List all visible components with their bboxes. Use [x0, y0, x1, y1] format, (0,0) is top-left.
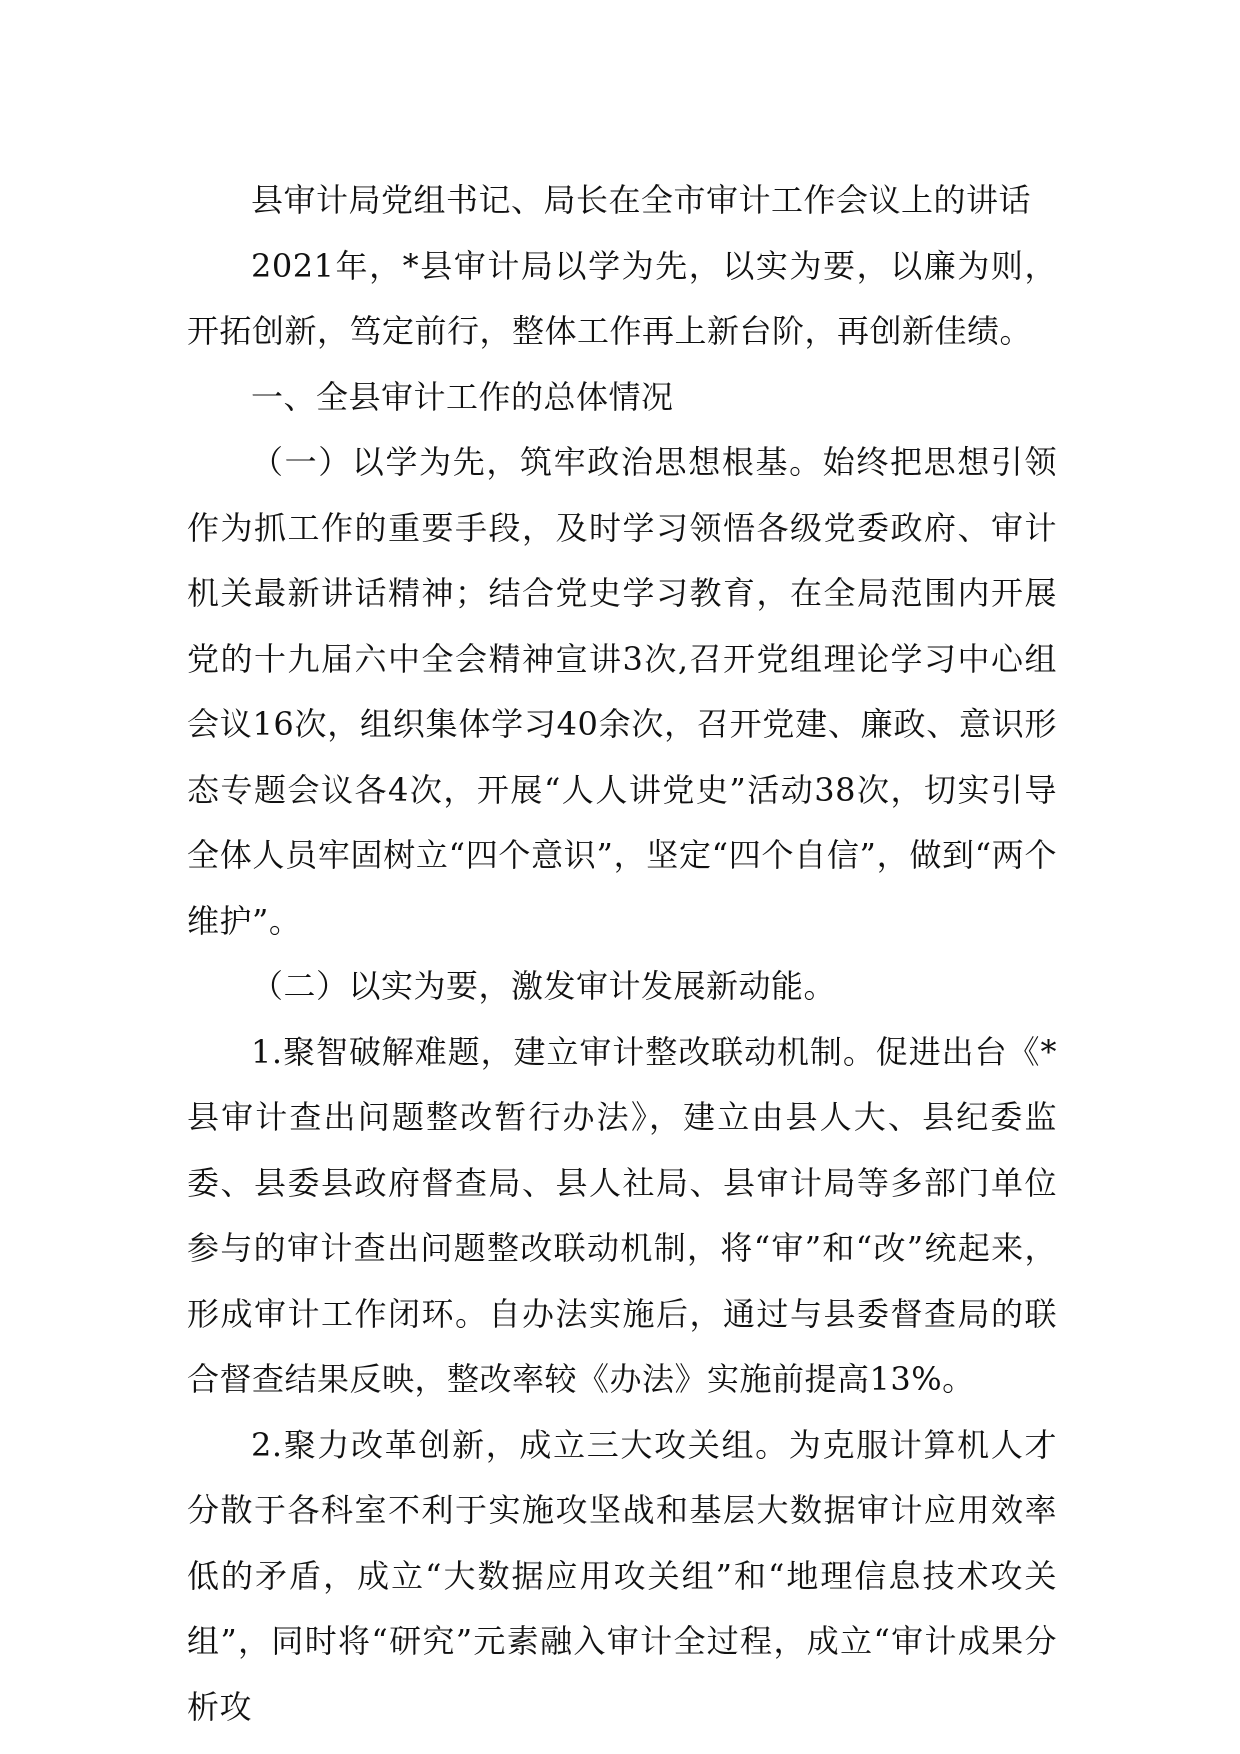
document-body [187, 168, 1057, 1740]
paragraph-study-first: （一）以学为先，筑牢政治思想根基。始终把思想引领作为抓工作的重要手段，及时学习领悟各级党委政府、审计机关最新讲话精神；结合党史学习教育，在全局范围内开展党的十九届六中全会精神宣讲3次,召开党组理论学习中心组会议16次，组织集体学习40余次，召开党建、廉政、意识形态专题会议各4次，开展“人人讲党史”活动38次，切实引导全体人员牢固树立“四个意识”，坚定“四个自信”，做到“两个维护”。 [187, 443, 1057, 940]
intro-paragraph: 2021年，*县审计局以学为先，以实为要，以廉为则，开拓创新，笃定前行，整体工作再上新台阶，再创新佳绩。 [187, 246, 1057, 350]
subsection-heading-practical: （二）以实为要，激发审计发展新动能。 [251, 967, 837, 1005]
paragraph-reform-innovation: 2.聚力改革创新，成立三大攻关组。为克服计算机人才分散于各科室不利于实施攻坚战和基层大数据审计应用效率低的矛盾，成立“大数据应用攻关组”和“地理信息技术攻关组”，同时将“研究”元素融入审计全过程，成立“审计成果分析攻 [187, 1425, 1057, 1726]
section-heading-overview: 一、全县审计工作的总体情况 [251, 377, 674, 416]
document-title: 县审计局党组书记、局长在全市审计工作会议上的讲话 [251, 181, 1032, 219]
paragraph-rectification-mechanism: 1.聚智破解难题，建立审计整改联动机制。促进出台《*县审计查出问题整改暂行办法》，建立由县人大、县纪委监委、县委县政府督查局、县人社局、县审计局等多部门单位参与的审计查出问题整改联动机制，将“审”和“改”统起来，形成审计工作闭环。自办法实施后，通过与县委督查局的联合督查结果反映，整改率较《办法》实施前提高13%。 [187, 1032, 1057, 1398]
